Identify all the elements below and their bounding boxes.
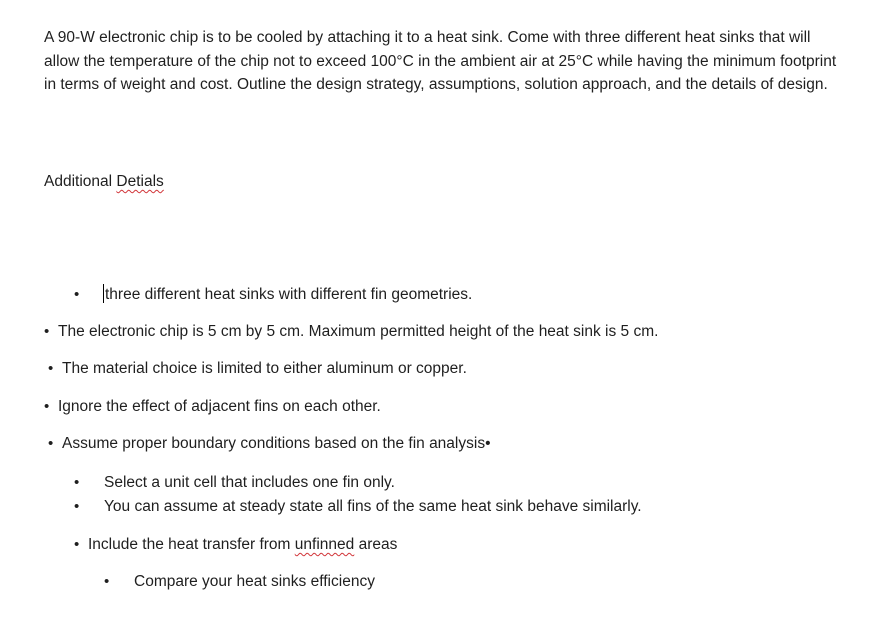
bullet-icon: • [48,360,54,377]
bullet-icon: • [74,286,80,303]
list-item-text: three different heat sinks with different fin geometries. [105,286,473,303]
list-item-fin-geometries[interactable] [103,284,472,306]
list-item-text: areas [354,536,398,553]
bullet-icon: • [74,498,80,515]
additional-details-heading [44,171,164,193]
bullet-icon: • [48,435,54,452]
bullet-icon: • [44,398,50,415]
list-item-material[interactable]: The material choice is limited to either aluminum or copper. [62,360,467,377]
trailing-bullet-icon: • [485,435,491,452]
list-item-steady-state[interactable]: You can assume at steady state all fins of the same heat sink behave similarly. [104,498,642,515]
list-item-chip-size[interactable]: The electronic chip is 5 cm by 5 cm. Maximum permitted height of the heat sink is 5 cm. [58,323,659,340]
list-item-efficiency[interactable]: Compare your heat sinks efficiency [134,573,375,590]
list-item-unit-cell[interactable]: Select a unit cell that includes one fin only. [104,474,395,491]
list-item-unfinned-areas[interactable] [88,534,397,556]
problem-statement: A 90-W electronic chip is to be cooled by attaching it to a heat sink. Come with three different heat sinks that will allow the temperature of the chip not to exceed 100°C in the ambient air at 25°C while having the minimum footprint in terms of weight and cost. Outline the design strategy, assumptions, solution approach, and the details of design. [44,29,837,94]
misspelled-word[interactable]: Detials [116,173,164,190]
bullet-icon: • [74,474,80,491]
bullet-icon: • [104,573,110,590]
list-item-adjacent-fins[interactable]: Ignore the effect of adjacent fins on each other. [58,398,381,415]
list-item-text: Include the heat transfer from [88,536,295,553]
bullet-icon: • [74,536,80,553]
bullet-icon: • [44,323,50,340]
list-item-boundary-conditions[interactable] [62,433,491,455]
misspelled-word[interactable]: unfinned [294,536,355,553]
text-cursor [103,284,104,303]
heading-prefix: Additional [44,173,117,190]
list-item-text: Assume proper boundary conditions based on the fin analysis [62,435,486,452]
